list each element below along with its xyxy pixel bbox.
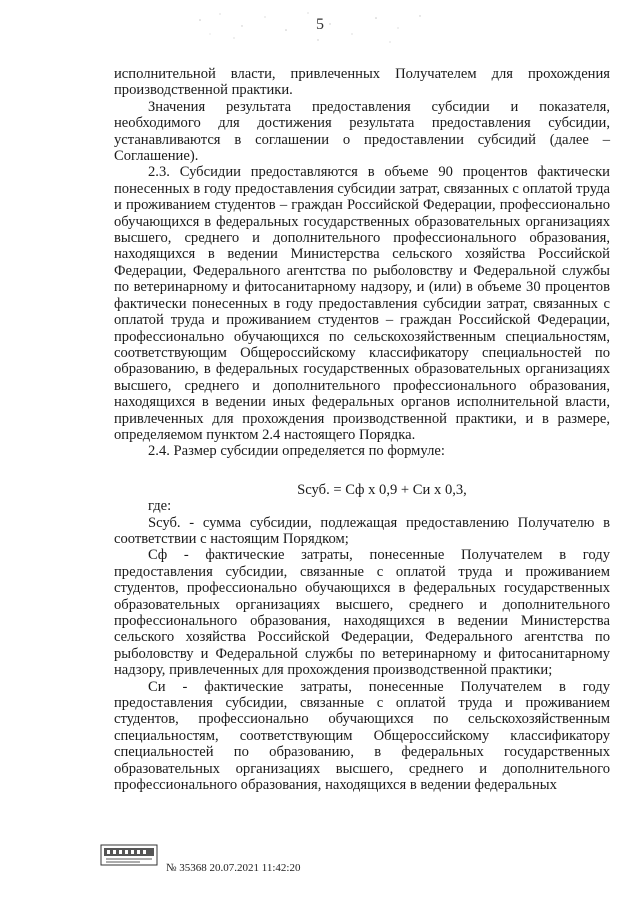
page-number: 5 [316, 16, 324, 33]
definition-c-f: Сф - фактические затраты, понесенные Получателем в году предоставления субсидии, связанные с оплатой труда и проживанием студентов, профессионально обучающихся в федеральных государственных образовательных организациях высшего, среднего и дополнительного профессионального образования, находящихся в ведении Министерства сельского хозяйства Российской Федерации, Федерального агентства по рыболовству и Федеральной службы по ветеринарному и фитосанитарному надзору, привлеченных для прохождения производственной практики; [114, 547, 610, 679]
paragraph-continuation: исполнительной власти, привлеченных Получателем для прохождения производственной практики. [114, 66, 610, 99]
paragraph-2-3: 2.3. Субсидии предоставляются в объеме 90 процентов фактически понесенных в году предоставления субсидии затрат, связанных с оплатой труда и проживанием студентов – граждан Российской Федерации, профессионально обучающихся в федеральных государственных образовательных организациях высшего, среднего и дополнительного профессионального образования, находящихся в ведении Министерства сельского хозяйства Российской Федерации, Федерального агентства по рыболовству и Федеральной службы по ветеринарному и фитосанитарному надзору, и (или) в объеме 30 процентов фактически понесенных в году предоставления субсидии затрат, связанных с оплатой труда и проживанием студентов – граждан Российской Федерации, профессионально обучающихся по сельскохозяйственным специальностям, соответствующим Общероссийскому классификатору специальностей по образованию, в федеральных государственных образовательных организациях высшего, среднего и дополнительного профессионального образования, находящихся в ведении иных федеральных органов исполнительной власти, привлеченных для прохождения производственной практики, и в размере, определяемом пунктом 2.4 настоящего Порядка. [114, 164, 610, 443]
subsidy-formula: Sсуб. = Сф х 0,9 + Си х 0,3, [297, 481, 467, 498]
definition-c-i: Си - фактические затраты, понесенные Получателем в году предоставления субсидии, связанные с оплатой труда и проживанием студентов, профессионально обучающихся по сельскохозяйственным специальностям, соответствующим Общероссийскому классификатору специальностей по образованию, в федеральных государственных образовательных организациях высшего, среднего и дополнительного профессионального образования, находящихся в ведении федеральных [114, 678, 610, 794]
registration-stamp-icon [100, 844, 158, 866]
registration-number: № 35368 20.07.2021 11:42:20 [166, 862, 301, 874]
document-body [114, 66, 610, 793]
where-label: где: [148, 498, 172, 515]
paragraph-2-4: 2.4. Размер субсидии определяется по формуле: [148, 443, 445, 460]
paragraph-result-values: Значения результата предоставления субсидии и показателя, необходимого для достижения результата предоставления субсидии, устанавливаются в соглашении о предоставлении субсидий (далее – Соглашение). [114, 98, 610, 165]
page-footer [100, 844, 400, 884]
definition-s-sub: Sсуб. - сумма субсидии, подлежащая предоставлению Получателю в соответствии с настоящим Порядком; [114, 514, 610, 547]
